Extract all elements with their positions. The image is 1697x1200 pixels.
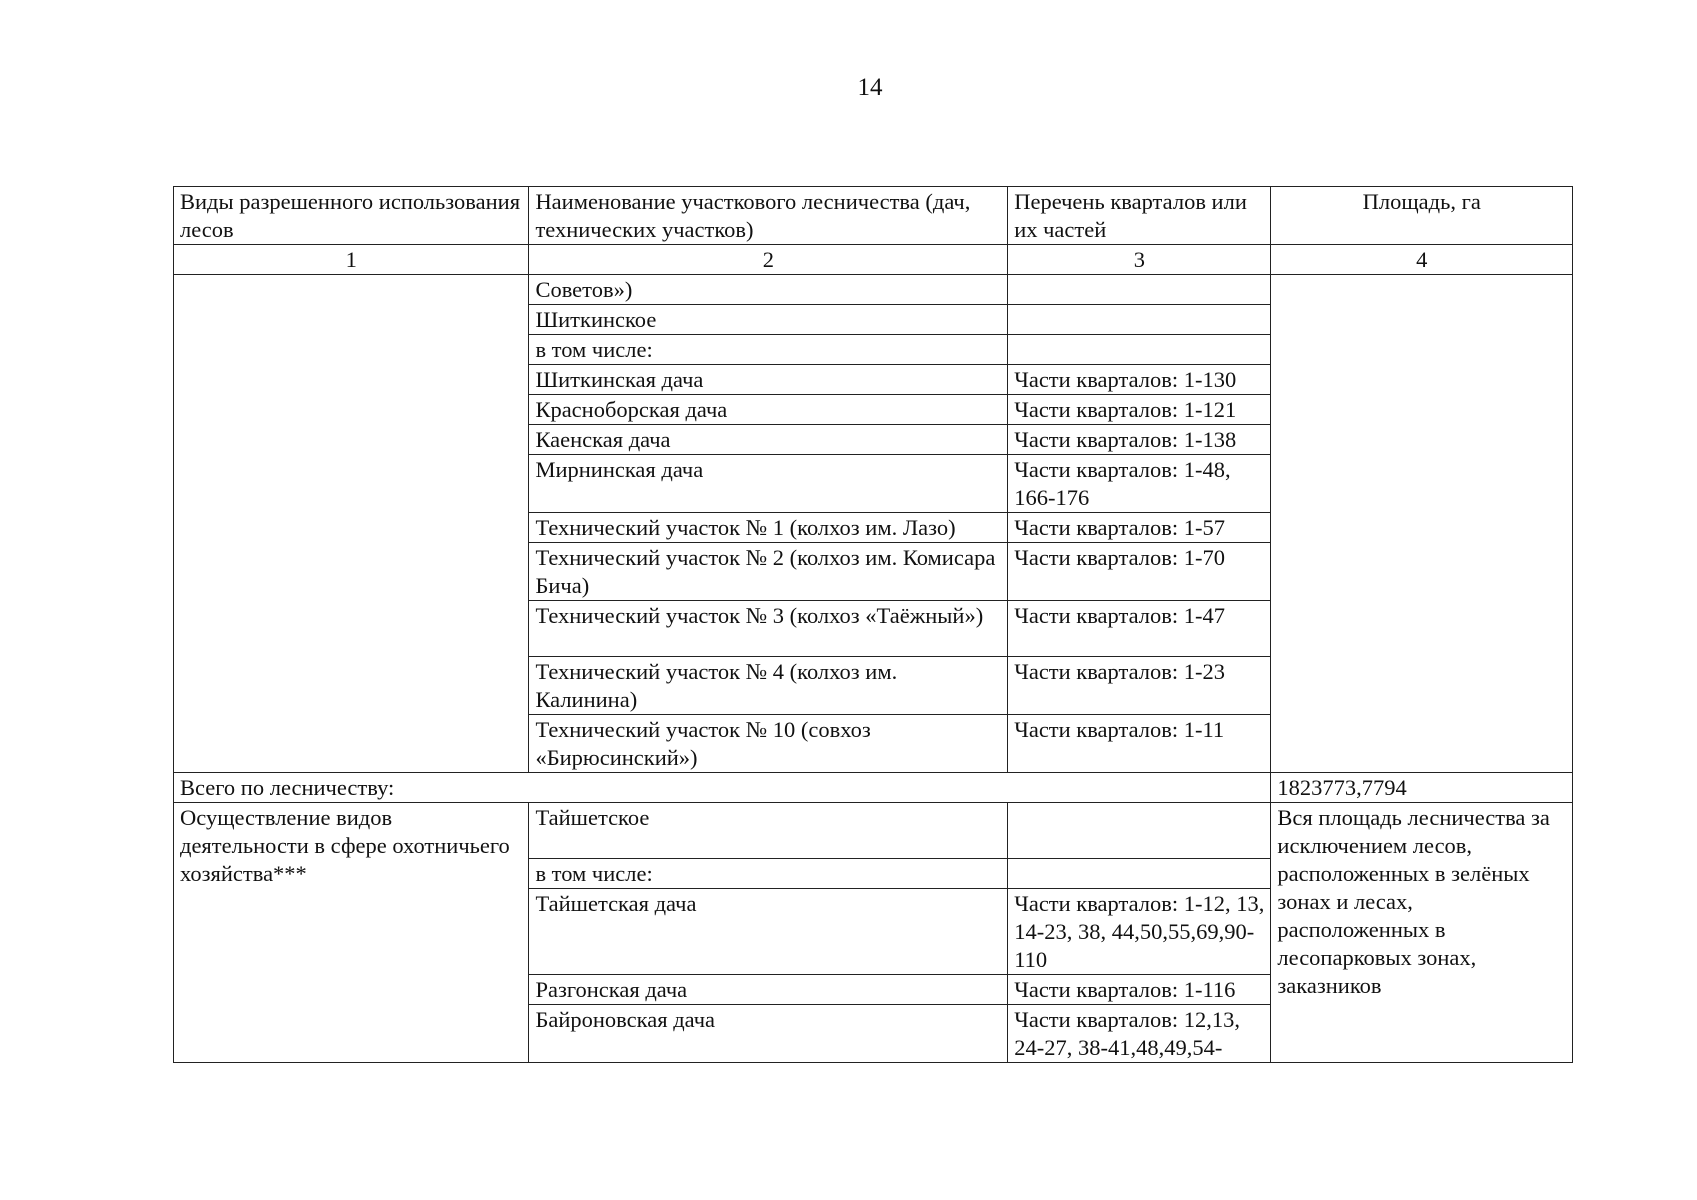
table-header-row	[174, 187, 1573, 245]
quarters: Части кварталов: 1-130	[1008, 365, 1271, 395]
quarters: Части кварталов: 12,13, 24-27, 38-41,48,49,54-	[1008, 1005, 1271, 1063]
area-cell-empty	[1271, 275, 1573, 773]
forestry-name: Шиткинская дача	[529, 365, 1008, 395]
table-row	[174, 275, 1573, 305]
forestry-name: Красноборская дача	[529, 395, 1008, 425]
header-forestry-name: Наименование участкового лесничества (дач, технических участков)	[529, 187, 1008, 245]
header-use-type: Виды разрешенного использования лесов	[174, 187, 529, 245]
header-area: Площадь, га	[1271, 187, 1573, 245]
quarters: Части кварталов: 1-121	[1008, 395, 1271, 425]
forestry-name: Тайшетская дача	[529, 889, 1008, 975]
forestry-name: Технический участок № 4 (колхоз им. Калинина)	[529, 657, 1008, 715]
quarters	[1008, 803, 1271, 859]
column-number: 2	[529, 245, 1008, 275]
forestry-name: в том числе:	[529, 859, 1008, 889]
column-number-row	[174, 245, 1573, 275]
quarters: Части кварталов: 1-12, 13, 14-23, 38, 44,50,55,69,90-110	[1008, 889, 1271, 975]
quarters	[1008, 305, 1271, 335]
quarters: Части кварталов: 1-23	[1008, 657, 1271, 715]
forestry-name: Технический участок № 10 (совхоз «Бирюсинский»)	[529, 715, 1008, 773]
quarters: Части кварталов: 1-116	[1008, 975, 1271, 1005]
forestry-name: Каенская дача	[529, 425, 1008, 455]
quarters: Части кварталов: 1-138	[1008, 425, 1271, 455]
column-number: 1	[174, 245, 529, 275]
quarters: Части кварталов: 1-57	[1008, 513, 1271, 543]
quarters	[1008, 275, 1271, 305]
area-cell: Вся площадь лесничества за исключением лесов, расположенных в зелёных зонах и лесах, расположенных в лесопарковых зонах, заказников	[1271, 803, 1573, 1063]
quarters: Части кварталов: 1-70	[1008, 543, 1271, 601]
forestry-name: Байроновская дача	[529, 1005, 1008, 1063]
forestry-name: Технический участок № 2 (колхоз им. Комисара Бича)	[529, 543, 1008, 601]
table-row	[174, 803, 1573, 859]
total-row	[174, 773, 1573, 803]
page-number: 14	[857, 74, 883, 101]
forestry-name: Тайшетское	[529, 803, 1008, 859]
header-quarters: Перечень кварталов или их частей	[1008, 187, 1271, 245]
total-value: 1823773,7794	[1271, 773, 1573, 803]
quarters: Части кварталов: 1-47	[1008, 601, 1271, 657]
quarters	[1008, 335, 1271, 365]
forest-use-table	[173, 186, 1573, 1063]
column-number: 4	[1271, 245, 1573, 275]
column-number: 3	[1008, 245, 1271, 275]
use-type-cell: Осуществление видов деятельности в сфере охотничьего хозяйства***	[174, 803, 529, 1063]
quarters: Части кварталов: 1-11	[1008, 715, 1271, 773]
total-label: Всего по лесничеству:	[174, 773, 1271, 803]
forestry-name: Советов»)	[529, 275, 1008, 305]
quarters: Части кварталов: 1-48, 166-176	[1008, 455, 1271, 513]
forestry-name: Технический участок № 3 (колхоз «Таёжный»)	[529, 601, 1008, 657]
forestry-name: Разгонская дача	[529, 975, 1008, 1005]
quarters	[1008, 859, 1271, 889]
use-type-cell-empty	[174, 275, 529, 773]
forestry-name: Шиткинское	[529, 305, 1008, 335]
forestry-name: Технический участок № 1 (колхоз им. Лазо)	[529, 513, 1008, 543]
forestry-name: в том числе:	[529, 335, 1008, 365]
forestry-name: Мирнинская дача	[529, 455, 1008, 513]
